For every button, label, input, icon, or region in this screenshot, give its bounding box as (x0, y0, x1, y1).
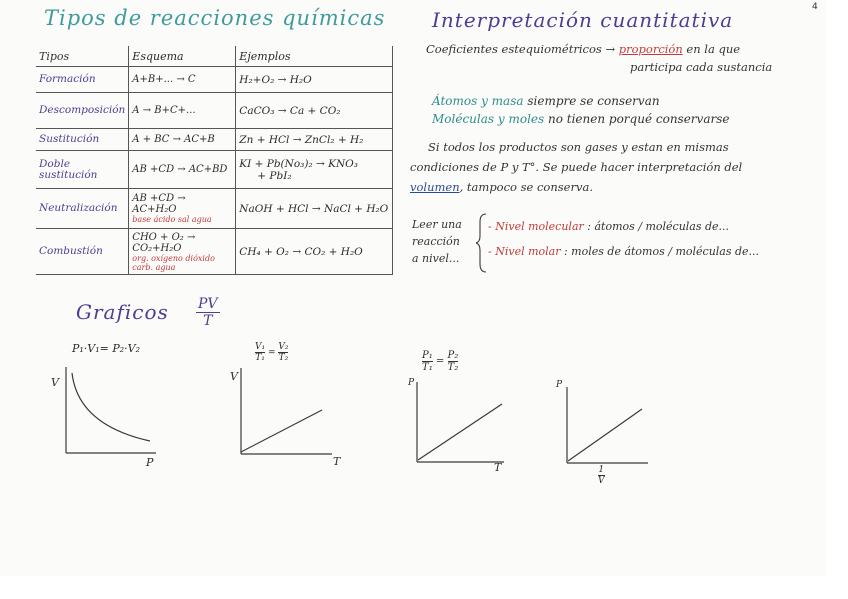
table-header-row (36, 46, 393, 67)
nivel-molecular-line (488, 220, 729, 233)
moleculas-rest: no tienen porqué conservarse (548, 112, 730, 126)
header-ejemplos: Ejemplos (236, 46, 393, 67)
fraction-denominator: T (203, 313, 213, 329)
nivel-molecular-desc: : átomos / moléculas de... (587, 220, 730, 233)
graph1-formula: P₁·V₁= P₂·V₂ (72, 342, 141, 355)
table-row (36, 93, 393, 129)
graph3-den-r: T₂ (447, 362, 459, 373)
graph2-num-r: V₂ (278, 342, 289, 352)
table-row (36, 229, 393, 275)
graph4-ylabel: P (556, 380, 563, 390)
page-number: 4 (812, 2, 818, 12)
graph3-den-l: T₁ (422, 362, 433, 373)
atomos-highlight: Átomos y masa (432, 94, 524, 108)
graph3-num-r: P₂ (447, 350, 459, 361)
row-type: Combustión (36, 229, 129, 275)
atomos-line (432, 94, 660, 108)
table-row (36, 129, 393, 151)
graph3-xlabel: T (494, 461, 502, 474)
fraction-numerator: PV (198, 296, 218, 312)
row-example: CaCO₃ → Ca + CO₂ (236, 93, 393, 129)
header-tipos: Tipos (36, 46, 129, 67)
row-type: Doble sustitución (36, 151, 129, 189)
row-scheme: A → B+C+... (129, 93, 236, 129)
a-nivel: a nivel... (412, 252, 460, 265)
graph2-den-r: T₂ (278, 353, 289, 363)
graph1-xlabel: P (146, 456, 154, 469)
left-title: Tipos de reacciones químicas (44, 6, 386, 30)
note-sal: sal (177, 215, 190, 224)
graph2-plot (236, 366, 336, 461)
header-esquema: Esquema (129, 46, 236, 67)
row-type: Sustitución (36, 129, 129, 151)
table-row (36, 67, 393, 93)
row-example: CH₄ + O₂ → CO₂ + H₂O (236, 229, 393, 275)
row-scheme: AB +CD → AC+H₂O (132, 193, 186, 215)
brace-icon (476, 212, 488, 274)
nivel-molecular-label: - Nivel molecular (488, 220, 584, 233)
note-agua: agua (191, 215, 212, 224)
row-scheme: A + BC → AC+B (129, 129, 236, 151)
row-notes (132, 215, 232, 224)
graph4-xlabel-num: 1 (598, 465, 605, 475)
note-dioxido: dióxido carb. (132, 253, 215, 272)
note-oxigeno: oxígeno (151, 253, 183, 263)
row-example (236, 151, 393, 189)
row-scheme: CHO + O₂ → CO₂+H₂O (132, 231, 196, 254)
reactions-table (36, 46, 393, 275)
table-row (36, 151, 393, 189)
gases-line-3 (410, 180, 593, 194)
row-scheme: A+B+... → C (129, 67, 236, 93)
gases-line-2: condiciones de P y T°. Se puede hacer interpretación del (410, 160, 743, 174)
moleculas-highlight: Moléculas y moles (432, 112, 545, 126)
note-agua: agua (155, 262, 176, 272)
row-example-line1: KI + Pb(No₃)₂ → KNO₃ (239, 157, 358, 170)
graph4-plot (562, 385, 652, 470)
leer-una: Leer una (412, 218, 462, 231)
en-la-que-text: en la que (686, 42, 741, 56)
gases-line-3-rest: , tampoco se conserva. (459, 180, 593, 194)
row-example-line2: + PbI₂ (257, 169, 292, 182)
table-row (36, 189, 393, 229)
gases-line-1: Si todos los productos son gases y estan en mismas (428, 140, 729, 154)
graphs-title: Graficos (76, 300, 169, 324)
reaccion: reacción (412, 235, 460, 248)
nivel-molar-desc: : moles de átomos / moléculas de... (563, 245, 760, 258)
row-notes (132, 254, 232, 272)
graph3-plot (412, 380, 507, 468)
graph2-den-l: T₁ (255, 353, 265, 363)
participa-line: participa cada sustancia (630, 60, 773, 74)
coeficientes-line (426, 42, 740, 56)
atomos-rest: siempre se conservan (527, 94, 660, 108)
row-example: Zn + HCl → ZnCl₂ + H₂ (236, 129, 393, 151)
graph3-num-l: P₁ (422, 350, 433, 361)
graph1-ylabel: V (51, 376, 59, 389)
note-org: org. (132, 253, 149, 263)
graph2-ylabel: V (230, 370, 238, 383)
graph4-xlabel-den: V (598, 476, 605, 486)
volumen-text: volumen (410, 180, 460, 194)
nivel-molar-line (488, 245, 759, 258)
note-base: base (132, 215, 152, 224)
row-type: Formación (36, 67, 129, 93)
graph2-formula: $\frac{\text{V₁}}{\text{T₁}}$ = $\frac{\text{V₂}}{\text{T₂}}$ (255, 342, 289, 363)
row-example: H₂+O₂ → H₂O (236, 67, 393, 93)
row-example: NaOH + HCl → NaCl + H₂O (236, 189, 393, 229)
nivel-molar-label: - Nivel molar (488, 245, 561, 258)
graph1-plot (60, 365, 160, 460)
row-scheme: AB +CD → AC+BD (129, 151, 236, 189)
coef-text: Coeficientes estequiométricos → (426, 42, 616, 56)
graph3-ylabel: P (408, 378, 415, 388)
graph2-xlabel: T (333, 455, 341, 468)
row-scheme-cell (129, 189, 236, 229)
row-type: Descomposición (36, 93, 129, 129)
moleculas-line (432, 112, 729, 126)
row-type: Neutralización (36, 189, 129, 229)
right-title: Interpretación cuantitativa (432, 8, 734, 32)
graph2-num-l: V₁ (255, 342, 266, 352)
graph3-formula: $\frac{\text{P₁}}{\text{T₁}}$ = $\frac{\text{P₂}}{\text{T₂}}$ (422, 350, 459, 373)
proporcion-text: proporción (618, 42, 683, 56)
note-acido: ácido (153, 215, 176, 224)
row-scheme-cell (129, 229, 236, 275)
graphs-fraction (196, 296, 220, 329)
